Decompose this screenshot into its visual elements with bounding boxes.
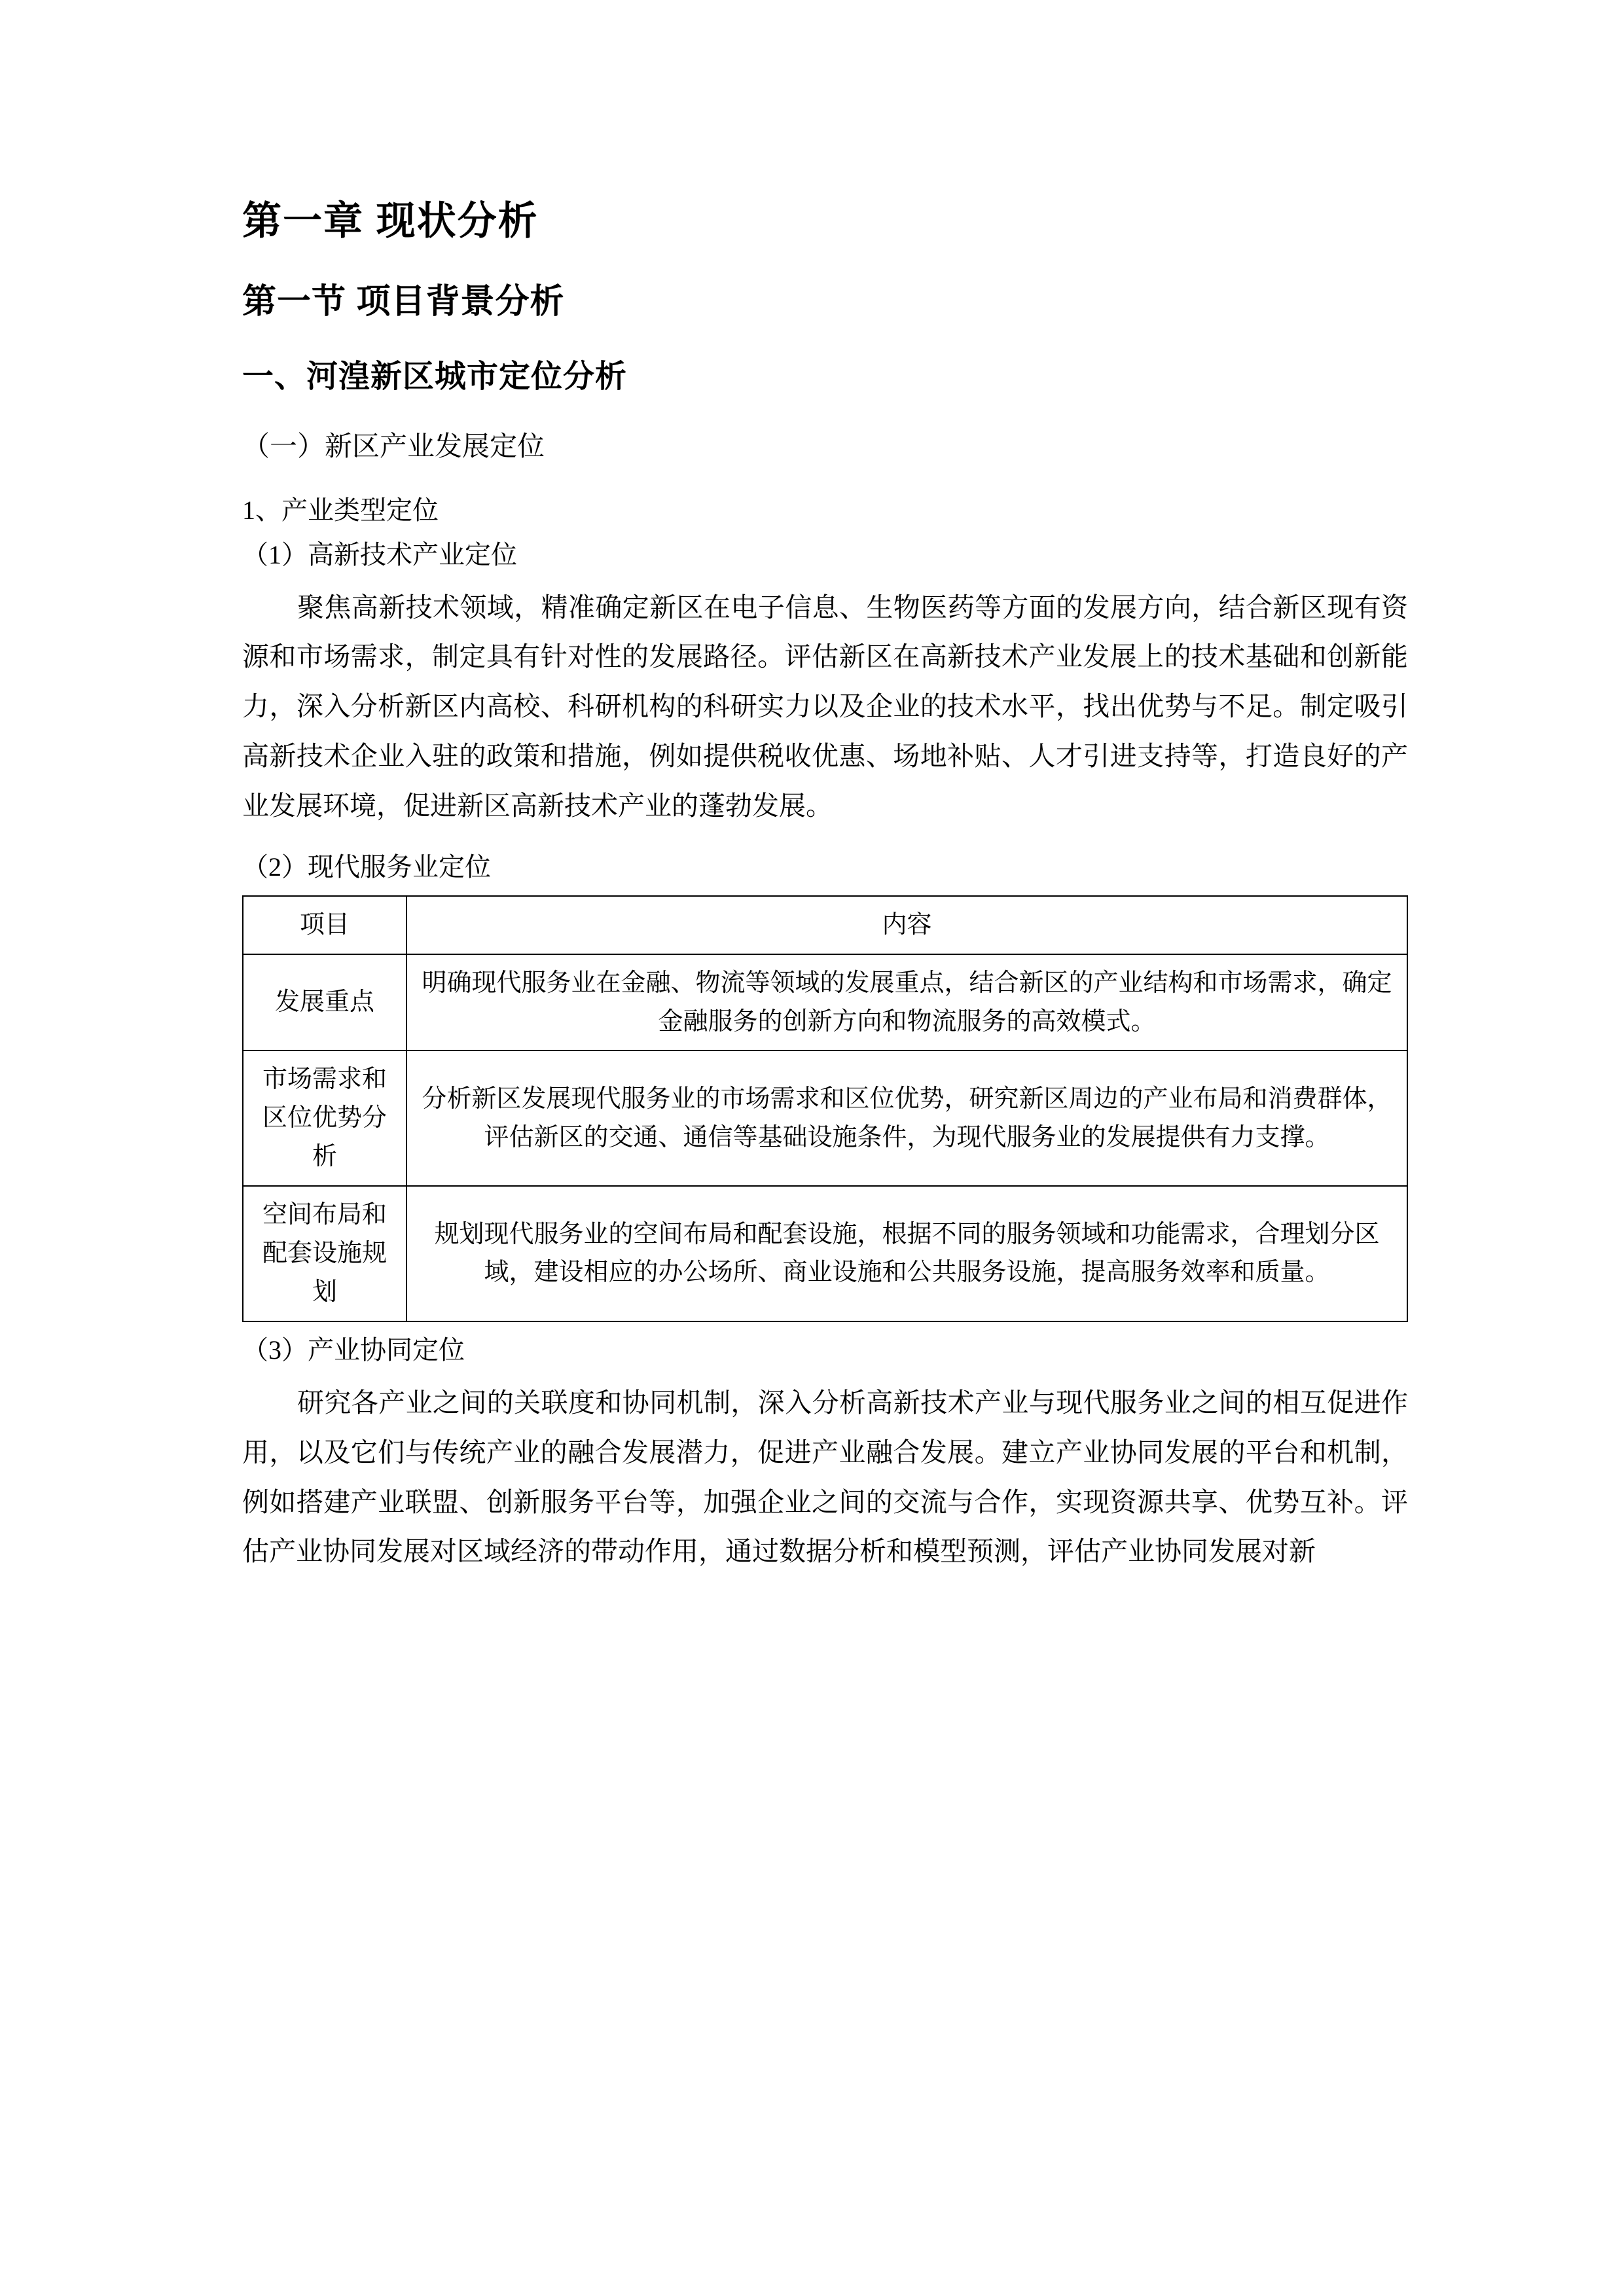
table-cell-item: 空间布局和配套设施规划 (243, 1186, 406, 1321)
table-cell-content: 明确现代服务业在金融、物流等领域的发展重点，结合新区的产业结构和市场需求，确定金融服务的创新方向和物流服务的高效模式。 (406, 954, 1407, 1051)
item-type-positioning-title: 1、产业类型定位 (242, 495, 439, 525)
modern-service-table (242, 895, 1408, 1322)
subsection-title: 一、河湟新区城市定位分析 (242, 359, 628, 394)
chapter-title: 第一章 现状分析 (242, 199, 539, 243)
table-row (243, 954, 1407, 1051)
item1-title: （1）高新技术产业定位 (242, 539, 517, 569)
item3-title: （3）产业协同定位 (242, 1335, 465, 1365)
table-cell-content: 规划现代服务业的空间布局和配套设施，根据不同的服务领域和功能需求，合理划分区域，建设相应的办公场所、商业设施和公共服务设施，提高服务效率和质量。 (406, 1186, 1407, 1321)
table-row (243, 1050, 1407, 1186)
item1-paragraph: 聚焦高新技术领域，精准确定新区在电子信息、生物医药等方面的发展方向，结合新区现有资源和市场需求，制定具有针对性的发展路径。评估新区在高新技术产业发展上的技术基础和创新能力，深入分析新区内高校、科研机构的科研实力以及企业的技术水平，找出优势与不足。制定吸引高新技术企业入驻的政策和措施，例如提供税收优惠、场地补贴、人才引进支持等，打造良好的产业发展环境，促进新区高新技术产业的蓬勃发展。 (242, 592, 1408, 821)
table-header-item: 项目 (243, 896, 406, 954)
item3-paragraph: 研究各产业之间的关联度和协同机制，深入分析高新技术产业与现代服务业之间的相互促进作用，以及它们与传统产业的融合发展潜力，促进产业融合发展。建立产业协同发展的平台和机制，例如搭建产业联盟、创新服务平台等，加强企业之间的交流与合作，实现资源共享、优势互补。评估产业协同发展对区域经济的带动作用，通过数据分析和模型预测，评估产业协同发展对新 (242, 1387, 1408, 1567)
table-cell-content: 分析新区发展现代服务业的市场需求和区位优势，研究新区周边的产业布局和消费群体，评估新区的交通、通信等基础设施条件，为现代服务业的发展提供有力支撑。 (406, 1050, 1407, 1186)
table-header-row (243, 896, 1407, 954)
item2-title: （2）现代服务业定位 (242, 852, 491, 882)
level3-title: （一）新区产业发展定位 (242, 432, 545, 462)
section-title: 第一节 项目背景分析 (242, 283, 565, 321)
table-cell-item: 市场需求和区位优势分析 (243, 1050, 406, 1186)
table-header-content: 内容 (406, 896, 1407, 954)
table-row (243, 1186, 1407, 1321)
table-cell-item: 发展重点 (243, 954, 406, 1051)
